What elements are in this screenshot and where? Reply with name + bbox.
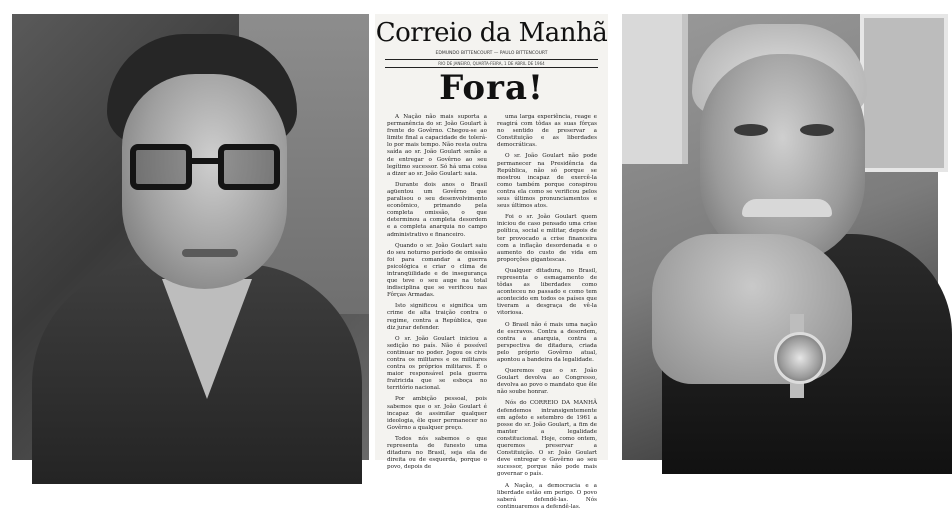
article-paragraph: O Brasil não é mais uma nação de escravos. Contra a desordem, contra a anarquia, contra a perspectiva de ditadura, criada pelo próprio Govêrno atual, apontou a bandeira da legalidade. <box>497 321 597 363</box>
article-paragraph: Durante dois anos o Brasil agüentou um Govêrno que paralisou o seu desenvolvimento econômico, primando pela completa omissão, o que determinou a completa desordem e a completa anarquia no campo administrativo e financeiro. <box>387 181 487 238</box>
eye-left <box>734 124 768 136</box>
glasses-bridge <box>190 158 220 164</box>
eye-right <box>800 124 834 136</box>
portrait-photo-right <box>622 14 938 460</box>
article-paragraph: Isto significou e significa um crime de alta traição contra o regime, contra a República, que diz jurar defender. <box>387 303 487 331</box>
eyeglasses <box>130 144 280 192</box>
newspaper-headline: Fora! <box>439 68 544 108</box>
newspaper-masthead: Correio da Manhã <box>375 18 608 48</box>
article-paragraph: Por ambição pessoal, pois sabemos que o sr. João Goulart é incapaz de assimilar qualquer ideologia, êle quer permanecer no Govêrno a qualquer preço. <box>387 396 487 431</box>
background-frame <box>860 14 948 172</box>
article-paragraph: Todos nós sabemos o que representa de funesto uma ditadura no Brasil, seja ela de direita ou de esquerda, porque o povo, depois de <box>387 435 487 471</box>
newspaper-editors: EDMUNDO BITTENCOURT — PAULO BITTENCOURT <box>435 51 548 56</box>
article-paragraph: Nós do CORREIO DA MANHÃ defendemos intransigentemente em agôsto e setembro de 1961 a posse do sr. João Goulart, a fim de manter a legalidade constitucional. Hoje, como ontem, queremos preservar a Constituição. O sr. João Goulart deve entregar o Govêrno ao seu sucessor, porque não pode mais governar o país. <box>497 400 597 478</box>
article-paragraph: A Nação não mais suporta a permanência do sr. João Goulart à frente do Govêrno. Chegou-se ao limite final a capacidade de tolerá-lo por mais tempo. Não resta outra saída ao sr. João Goulart senão a de entregar o Govêrno ao seu legítimo sucessor. Só há uma coisa a dizer ao sr. João Goulart: saia. <box>387 114 487 177</box>
article-paragraph: Foi o sr. João Goulart quem iniciou de caso pensado uma crise política, social e militar, depois de ter provocado a crise financeira com a inflação desordenada e o aumento do custo de vida em proporções gigantescas. <box>497 214 597 263</box>
article-paragraph: Queremos que o sr. João Goulart devolva ao Congresso, devolva ao povo o mandato que êle não soube honrar. <box>497 368 597 396</box>
newspaper-front-page <box>375 14 608 510</box>
article-paragraph: Quando o sr. João Goulart saiu do seu noturno período de omissão foi para comandar a guerra psicológica e criar o clima de intranqüilidade e de insegurança que teve o seu auge na total indisciplina que se verificou nas Fôrças Armadas. <box>387 242 487 299</box>
mustache <box>742 199 832 217</box>
article-paragraph: Qualquer ditadura, no Brasil, representa o esmagamento de tôdas as liberdades como aconteceu no passado e como tem acontecido em todos os países que tiveram a desgraça de vê-la vitoriosa. <box>497 267 597 317</box>
glasses-lens-right <box>218 144 280 190</box>
glasses-lens-left <box>130 144 192 190</box>
newspaper-dateline: RIO DE JANEIRO, QUARTA-FEIRA, 1 DE ABRIL DE 1964 <box>385 59 598 68</box>
article-column-2 <box>497 114 597 510</box>
portrait-photo-left <box>12 14 369 460</box>
article-paragraph: O sr. João Goulart não pode permanecer na Presidência da República, não só porque se mostrou incapaz de exercê-la como também porque conspirou contra ela como se verificou pelos seus últimos pronunciamentos e seus últimos atos. <box>497 153 597 210</box>
article-column-1 <box>387 114 487 471</box>
background-board <box>622 14 688 164</box>
article-paragraph: O sr. João Goulart iniciou a sedição no país. Não é possível continuar no poder. Jogou os civis contra os militares e os militares contra os próprios militares. É o maior responsável pela guerra fratricida que se esboça no território nacional. <box>387 335 487 392</box>
face <box>700 54 865 264</box>
wristwatch-icon <box>774 332 826 384</box>
article-paragraph: A Nação, a democracia e a liberdade estão em perigo. O povo saberá defendê-las. Nós continuaremos a defendê-las. <box>497 482 597 510</box>
mouth <box>182 249 238 257</box>
article-paragraph: uma larga experiência, reage e reagirá com tôdas as suas fôrças no sentido de preservar a Constituição e as liberdades democráticas. <box>497 114 597 149</box>
